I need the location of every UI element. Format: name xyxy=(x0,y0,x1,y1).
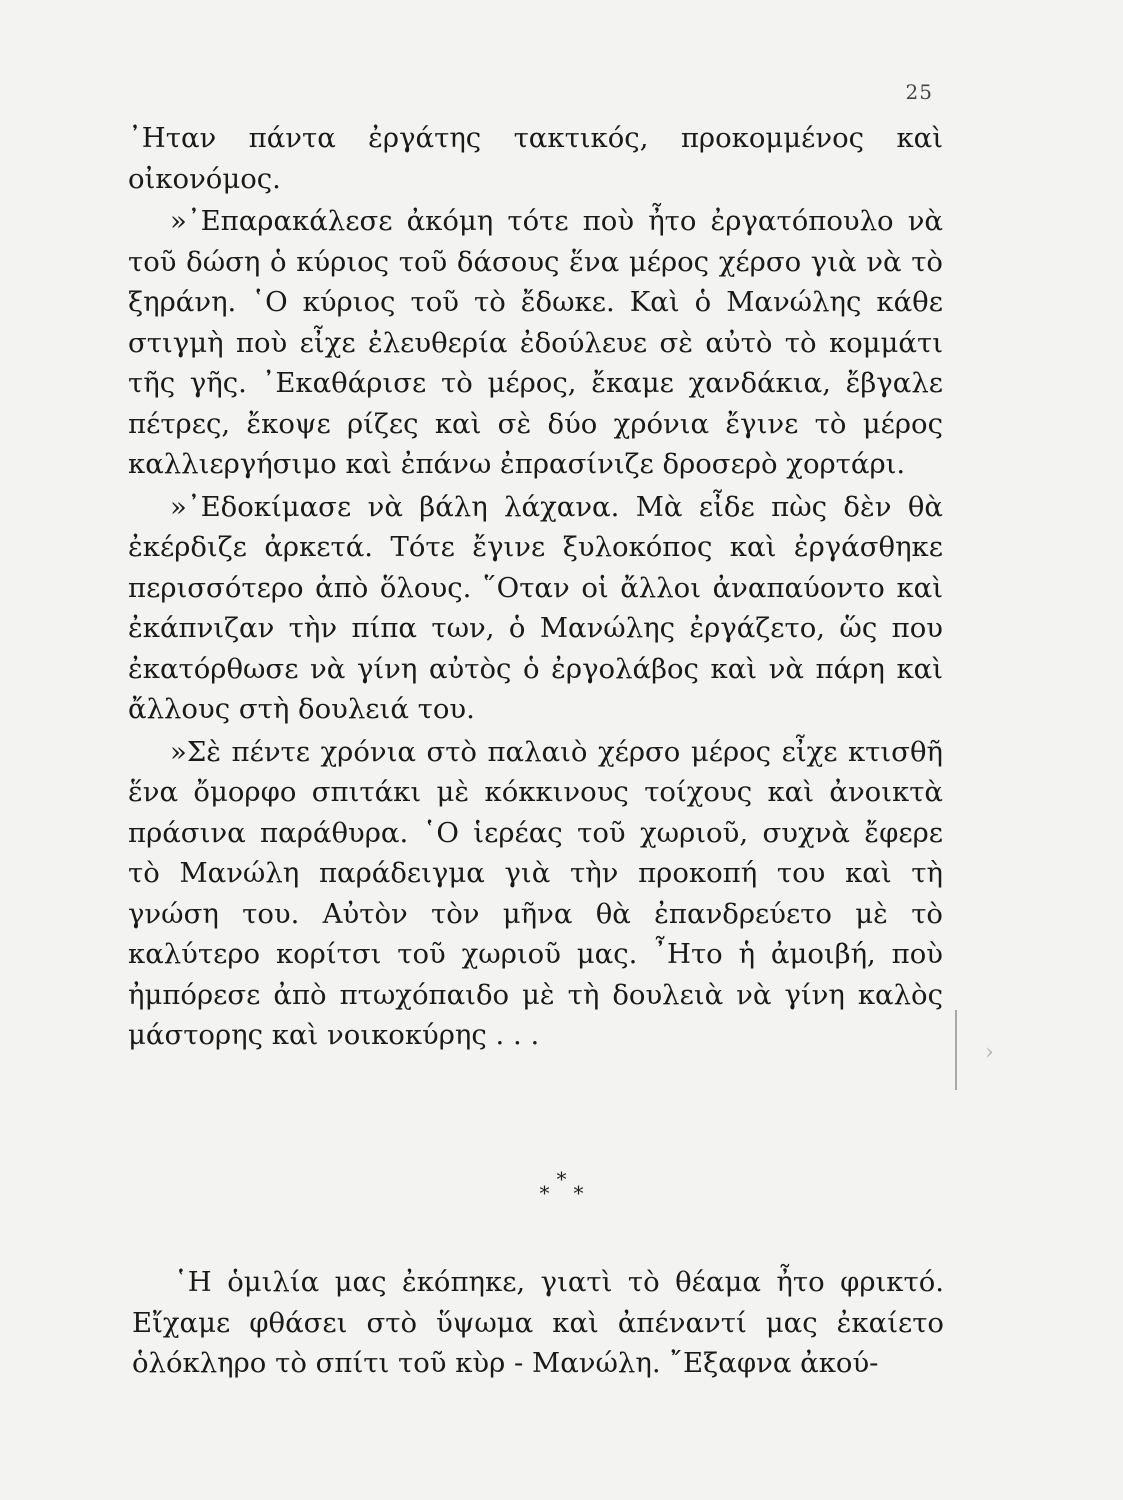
main-text xyxy=(128,118,943,1058)
paragraph-2: »᾿Επαρακάλεσε ἀκόμη τότε ποὺ ἦτο ἐργατόπουλο νὰ τοῦ δώση ὁ κύριος τοῦ δάσους ἕνα μέρος χέρσο γιὰ νὰ τὸ ξηράνη. ῾Ο κύριος τοῦ τὸ ἔδωκε. Καὶ ὁ Μανώλης κάθε στιγμὴ ποὺ εἶχε ἐλευθερία ἐδούλευε σὲ αὐτὸ τὸ κομμάτι τῆς γῆς. ᾿Εκαθάρισε τὸ μέρος, ἔκαμε χανδάκια, ἔβγαλε πέτρες, ἔκοψε ρίζες καὶ σὲ δύο χρόνια ἔγινε τὸ μέρος καλλιεργήσιμο καὶ ἐπάνω ἐπρασίνιζε δροσερὸ χορτάρι. xyxy=(128,205,943,480)
section-divider xyxy=(0,1167,1123,1205)
divider-asterisk-top: * xyxy=(556,1167,567,1191)
divider-asterisk-left: * xyxy=(539,1181,550,1205)
divider-asterisk-row xyxy=(0,1181,1123,1205)
margin-annotation-icon: › xyxy=(985,1040,994,1065)
paragraph-3: »᾿Εδοκίμασε νὰ βάλη λάχανα. Μὰ εἶδε πὼς δὲν θὰ ἐκέρδιζε ἀρκετά. Τότε ἔγινε ξυλοκόπος καὶ ἐργάσθηκε περισσότερο ἀπὸ ὅλους. ῞Οταν οἱ ἄλλοι ἀναπαύοντο καὶ ἐκάπνιζαν τὴν πίπα των, ὁ Μανώλης ἐργάζετο, ὥς που ἐκατόρθωσε νὰ γίνη αὐτὸς ὁ ἐργολάβος καὶ νὰ πάρη καὶ ἄλλους στὴ δουλειά του. xyxy=(128,490,943,725)
closing-paragraph: ῾Η ὁμιλία μας ἐκόπηκε, γιατὶ τὸ θέαμα ἦτο φρικτό. Εἴχαμε φθάσει στὸ ὕψωμα καὶ ἀπέναντί μας ἐκαίετο ὁλόκληρο τὸ σπίτι τοῦ κὺρ - Μανώλη. ῎Εξαφνα ἀκού- xyxy=(132,1266,944,1379)
page-number: 25 xyxy=(905,80,933,104)
divider-asterisk-right: * xyxy=(573,1181,584,1205)
paragraph-4: »Σὲ πέντε χρόνια στὸ παλαιὸ χέρσο μέρος εἶχε κτισθῆ ἕνα ὄμορφο σπιτάκι μὲ κόκκινους τοίχους καὶ ἀνοικτὰ πράσινα παράθυρα. ῾Ο ἱερέας τοῦ χωριοῦ, συχνὰ ἔφερε τὸ Μανώλη παράδειγμα γιὰ τὴν προκοπή του καὶ τὴ γνώση του. Αὐτὸν τὸν μῆνα θὰ ἐπανδρεύετο μὲ τὸ καλύτερο κορίτσι τοῦ χωριοῦ μας. ῏Ητο ἡ ἀμοιβή, ποὺ ἠμπόρεσε ἀπὸ πτωχόπαιδο μὲ τὴ δουλειὰ νὰ γίνη καλὸς μάστορης καὶ νοικοκύρης . . . xyxy=(128,735,943,1051)
paragraph-1: ᾿Ηταν πάντα ἐργάτης τακτικός, προκομμένος καὶ οἰκονόμος. xyxy=(128,122,943,195)
margin-pencil-mark xyxy=(955,1010,957,1090)
